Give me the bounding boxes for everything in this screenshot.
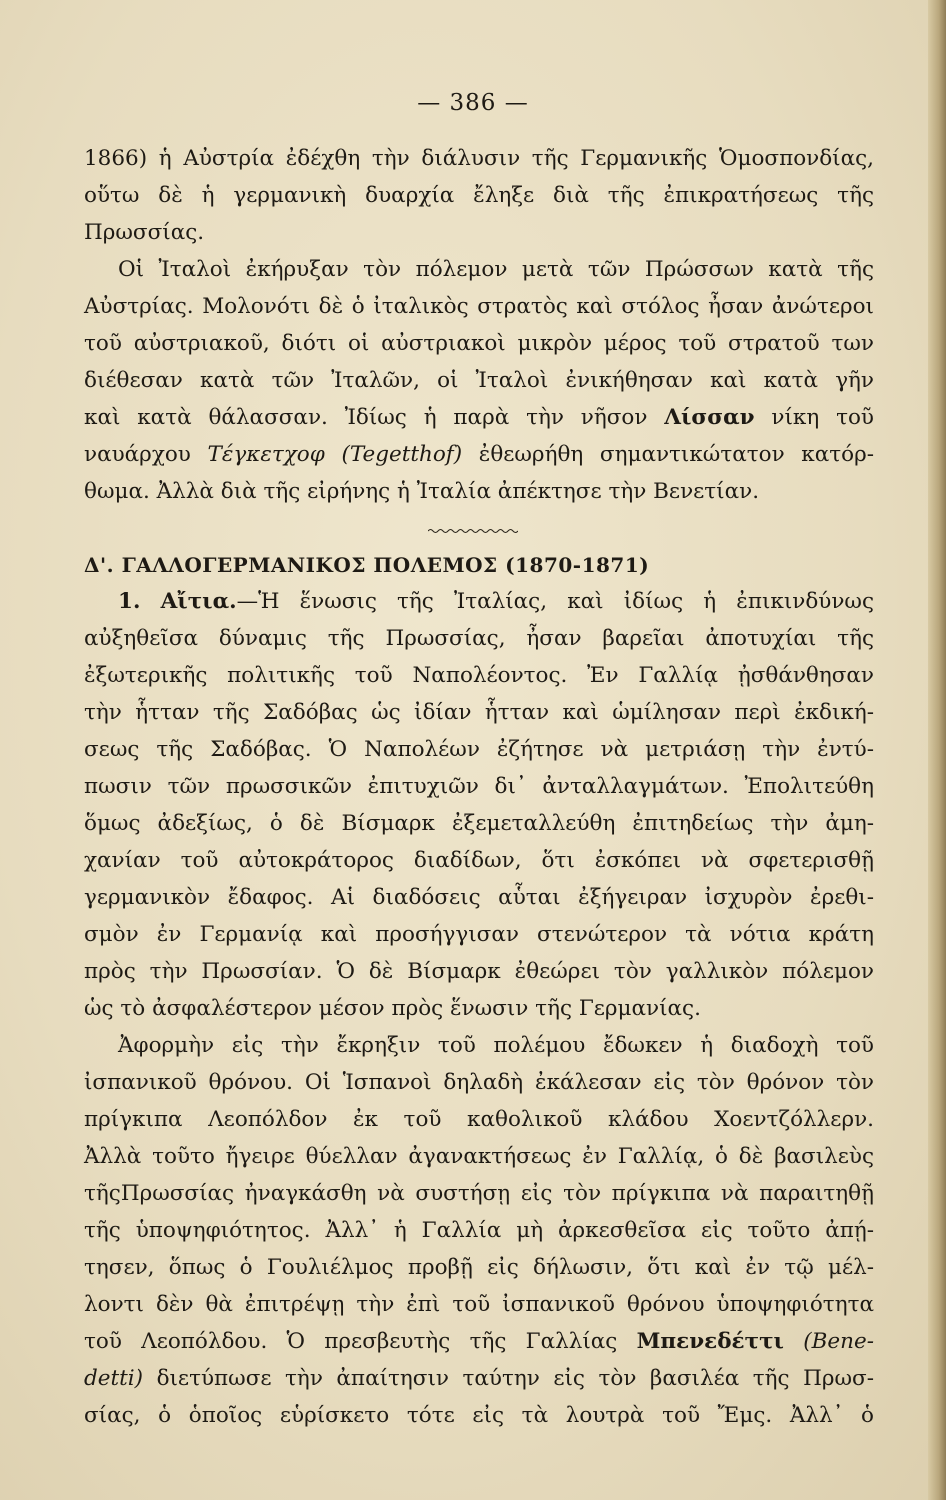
name-greek-italic: Τέγκετχοφ: [207, 442, 325, 467]
text-segment: —Ἡ ἕνωσις τῆς Ἰταλίας, καὶ ἰδίως ἡ ἐπικινδύνως: [236, 589, 874, 614]
page-number: — 386 —: [417, 90, 529, 116]
page-edge: [928, 0, 946, 1500]
text-line: [84, 436, 874, 474]
text-line: χανίαν τοῦ αὐτοκράτορος διαδίδων, ὅτι ἐσκόπει νὰ σφετερισθῇ: [84, 848, 874, 873]
text-line: σίας, ὁ ὁποῖος εὑρίσκετο τότε εἰς τὰ λουτρὰ τοῦ Ἔμς. Ἀλλ᾽ ὁ: [84, 1403, 874, 1428]
text-line: Οἱ Ἰταλοὶ ἐκήρυξαν τὸν πόλεμον μετὰ τῶν Πρώσσων κατὰ τῆς: [118, 257, 874, 282]
text-line: σεως τῆς Σαδόβας. Ὁ Ναπολέων ἐζήτησε νὰ μετριάσῃ τὴν ἐντύ-: [84, 737, 874, 762]
text-line: τὴν ἧτταν τῆς Σαδόβας ὡς ἰδίαν ἧτταν καὶ ὡμίλησαν περὶ ἐκδική-: [84, 700, 874, 725]
name-latin-italic: detti): [84, 1366, 144, 1391]
text-line: διέθεσαν κατὰ τῶν Ἰταλῶν, οἱ Ἰταλοὶ ἐνικήθησαν καὶ κατὰ γῆν: [84, 368, 874, 393]
subsection-number: 1.: [118, 589, 141, 614]
text-segment: τοῦ Λεοπόλδου. Ὁ πρεσβευτὴς τῆς Γαλλίας: [84, 1329, 618, 1354]
text-line: 1866) ἡ Αὐστρία ἐδέχθη τὴν διάλυσιν τῆς Γερμανικῆς Ὁμοσπονδίας,: [84, 146, 874, 171]
text-line: [84, 1323, 874, 1361]
text-line: αὐξηθεῖσα δύναμις τῆς Πρωσσίας, ἦσαν βαρεῖαι ἀποτυχίαι τῆς: [84, 626, 874, 651]
text-line: τῆςΠρωσσίας ἠναγκάσθη νὰ συστήσῃ εἰς τὸν πρίγκιπα νὰ παραιτηθῇ: [84, 1181, 874, 1206]
text-line: Ἀφορμὴν εἰς τὴν ἔκρηξιν τοῦ πολέμου ἔδωκεν ἡ διαδοχὴ τοῦ: [118, 1033, 874, 1058]
text-line: θωμα. Ἀλλὰ διὰ τῆς εἰρήνης ἡ Ἰταλία ἀπέκτησε τὴν Βενετίαν.: [84, 479, 760, 504]
text-segment: ἐθεωρήθη σημαντικώτατον κατόρ-: [478, 442, 874, 467]
text-line: σμὸν ἐν Γερμανίᾳ καὶ προσήγγισαν στενώτερον τὰ νότια κράτη: [84, 922, 874, 947]
text-line: γερμανικὸν ἔδαφος. Αἱ διαδόσεις αὗται ἐξήγειραν ἰσχυρὸν ἐρεθι-: [84, 885, 874, 910]
text-segment: καὶ κατὰ θάλασσαν. Ἰδίως ἡ παρὰ τὴν νῆσον: [84, 405, 648, 430]
text-line: Πρωσσίας.: [84, 220, 205, 245]
text-line: [84, 399, 874, 437]
text-line: τοῦ αὐστριακοῦ, διότι οἱ αὐστριακοὶ μικρὸν μέρος τοῦ στρατοῦ των: [84, 331, 874, 356]
section-heading: Δ'. ΓΑΛΛΟΓΕΡΜΑΝΙΚΟΣ ΠΟΛΕΜΟΣ (1870-1871): [84, 553, 650, 577]
text-line: πωσιν τῶν πρωσσικῶν ἐπιτυχιῶν δι᾽ ἀνταλλαγμάτων. Ἐπολιτεύθη: [84, 774, 874, 799]
text-segment: ναυάρχου: [84, 442, 191, 467]
text-line: τῆς ὑποψηφιότητος. Ἀλλ᾽ ἡ Γαλλία μὴ ἀρκεσθεῖσα εἰς τοῦτο ἀπῄ-: [84, 1218, 874, 1243]
name-latin-italic: (Bene-: [803, 1329, 874, 1354]
text-line: [84, 583, 874, 621]
text-line: Αὐστρίας. Μολονότι δὲ ὁ ἰταλικὸς στρατὸς καὶ στόλος ἦσαν ἀνώτεροι: [84, 294, 874, 319]
wavy-divider: [428, 528, 518, 534]
text-line: Ἀλλὰ τοῦτο ἤγειρε θύελλαν ἀγανακτήσεως ἐν Γαλλίᾳ, ὁ δὲ βασιλεὺς: [84, 1144, 874, 1169]
text-segment: νίκη τοῦ: [771, 405, 875, 430]
text-line: [84, 1360, 874, 1398]
name-benedetti: Μπενεδέττι: [636, 1329, 784, 1354]
text-line: ὡς τὸ ἀσφαλέστερον μέσον πρὸς ἕνωσιν τῆς Γερμανίας.: [84, 996, 701, 1021]
text-line: πρίγκιπα Λεοπόλδον ἐκ τοῦ καθολικοῦ κλάδου Χοεντζόλλερν.: [84, 1107, 874, 1132]
text-line: ὅμως ἀδεξίως, ὁ δὲ Βίσμαρκ ἐξεμεταλλεύθη ἐπιτηδείως τὴν ἀμη-: [84, 811, 874, 836]
name-latin-italic: (Tegetthof): [341, 442, 463, 467]
text-line: λοντι δὲν θὰ ἐπιτρέψῃ τὴν ἐπὶ τοῦ ἰσπανικοῦ θρόνου ὑποψηφιότητα: [84, 1292, 874, 1317]
text-line: ἰσπανικοῦ θρόνου. Οἱ Ἱσπανοὶ δηλαδὴ ἐκάλεσαν εἰς τὸν θρόνον τὸν: [84, 1070, 874, 1095]
text-line: πρὸς τὴν Πρωσσίαν. Ὁ δὲ Βίσμαρκ ἐθεώρει τὸν γαλλικὸν πόλεμον: [84, 959, 874, 984]
text-line: οὕτω δὲ ἡ γερμανικὴ δυαρχία ἔληξε διὰ τῆς ἐπικρατήσεως τῆς: [84, 183, 874, 208]
text-line: ἐξωτερικῆς πολιτικῆς τοῦ Ναπολέοντος. Ἐν Γαλλίᾳ ᾐσθάνθησαν: [84, 663, 874, 688]
place-name-lissa: Λίσσαν: [664, 405, 755, 430]
text-segment: διετύπωσε τὴν ἀπαίτησιν ταύτην εἰς τὸν βασιλέα τῆς Πρωσ-: [156, 1366, 874, 1391]
text-line: τησεν, ὅπως ὁ Γουλιέλμος προβῇ εἰς δήλωσιν, ὅτι καὶ ἐν τῷ μέλ-: [84, 1255, 874, 1280]
subsection-title: Αἴτια.: [160, 589, 237, 614]
